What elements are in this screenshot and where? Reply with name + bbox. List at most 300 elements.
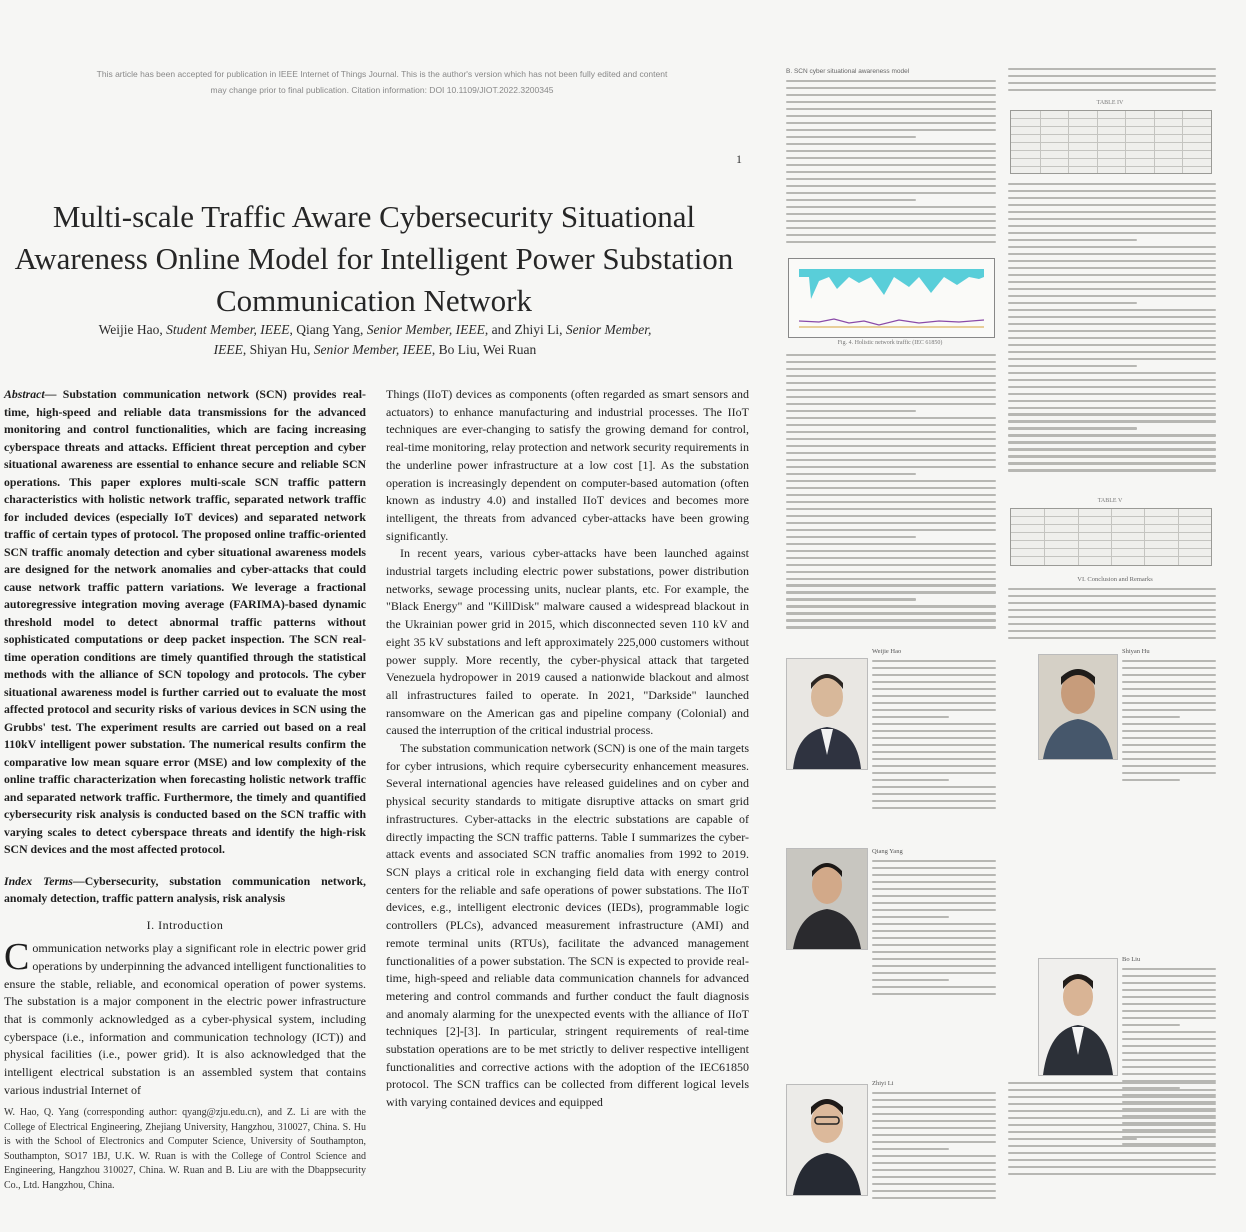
text-line bbox=[1122, 737, 1216, 739]
author-photo bbox=[786, 658, 868, 770]
text-line bbox=[786, 536, 916, 538]
text-line bbox=[1008, 337, 1216, 339]
text-line bbox=[872, 993, 996, 995]
text-line bbox=[1008, 1117, 1216, 1119]
text-line bbox=[872, 1190, 996, 1192]
text-line bbox=[786, 199, 916, 201]
text-line bbox=[872, 723, 996, 725]
text-line bbox=[786, 473, 916, 475]
text-block bbox=[1008, 183, 1216, 476]
table-row bbox=[1011, 159, 1211, 167]
text-line bbox=[786, 424, 996, 426]
text-line bbox=[1122, 667, 1216, 669]
text-line bbox=[1008, 441, 1216, 443]
text-line bbox=[1008, 1152, 1216, 1154]
text-line bbox=[1008, 260, 1216, 262]
text-line bbox=[786, 480, 996, 482]
text-line bbox=[1008, 1082, 1216, 1084]
text-line bbox=[786, 584, 996, 586]
text-line bbox=[872, 951, 996, 953]
text-line bbox=[1008, 281, 1216, 283]
text-line bbox=[872, 972, 996, 974]
author-text: , Bo Liu, Wei Ruan bbox=[431, 342, 537, 357]
text-line bbox=[872, 772, 996, 774]
portrait-icon bbox=[787, 1085, 867, 1195]
text-block bbox=[786, 80, 996, 248]
table-row bbox=[1011, 111, 1211, 119]
table-caption: TABLE V bbox=[1097, 498, 1123, 504]
text-line bbox=[872, 1141, 996, 1143]
text-line bbox=[872, 807, 996, 809]
text-line bbox=[872, 695, 996, 697]
text-line bbox=[1008, 602, 1216, 604]
text-line bbox=[1008, 1173, 1216, 1175]
text-line bbox=[1122, 1052, 1216, 1054]
text-line bbox=[872, 867, 996, 869]
text-line bbox=[1008, 89, 1216, 91]
affiliation-footnote: W. Hao, Q. Yang (corresponding author: qyang@zju.edu.cn), and Z. Li are with the College of Electrical Engineering, Zhejiang University, Hangzhou, 310027, China. S. Hu is with the School of Electronics and Computer Science, University of Southampton, Southampton, SO17 1BJ, U.K. W. Ruan is with the College of Control Science and Engineering, Hangzhou 310027, China. W. Ruan and B. Liu are with the Dbappsecurity Co., Ltd. Hangzhou, China. bbox=[4, 1107, 366, 1191]
text-line bbox=[872, 958, 996, 960]
text-line bbox=[1122, 1017, 1216, 1019]
index-terms-text: —Cybersecurity, substation communication network, anomaly detection, traffic pattern analysis, risk analysis bbox=[4, 873, 367, 905]
abstract-text: — Substation communication network (SCN) provides real-time, high-speed and reliable data transmissions for the advanced monitoring and control functionalities, which are facing increasing cyberspace threats and attacks. Efficient threat perception and cyber situational awareness are essential to enhance secure and reliable SCN operations. This paper explores multi-scale SCN traffic pattern characteristics with holistic network traffic, separated network traffic for included devices (especially IoT devices) and separated network traffic of certain types of protocol. The proposed online traffic-oriented SCN traffic anomaly detection and cyber situational awareness models are designed for the network anomalies and cyber-attacks that could cause network traffic pattern variations. We leverage a fractional autoregressive integration moving average (FARIMA)-based dynamic threshold model to detect abnormal traffic patterns without sophisticated computations or deep packet inspection. The SCN real-time operation conditions are timely quantified through the statistical methods with the alliance of SCN topology and protocols. The cyber situational awareness model is further carried out to evaluate the most affected protocol and security risks of various devices in SCN using the Grubbs' test. The experiment results are carried out based on a real 110kV intelligent power substation. The numerical results confirm the comparative low mean square error (MSE) and low complexity of the online traffic characterization when forecasting holistic network traffic and separated network traffic. Furthermore, the timely and quantified cybersecurity risk analysis is conducted based on the SCN traffic with varying scales to detect cyberspace threats and identify the high-risk SCN devices and the most affected protocol. bbox=[4, 387, 366, 856]
text-line bbox=[786, 87, 996, 89]
text-line bbox=[872, 1113, 996, 1115]
abstract bbox=[4, 386, 366, 859]
text-line bbox=[1122, 982, 1216, 984]
bio-name: Shiyan Hu bbox=[1122, 648, 1150, 655]
text-line bbox=[786, 171, 996, 173]
text-line bbox=[1122, 695, 1216, 697]
text-line bbox=[786, 403, 996, 405]
text-line bbox=[872, 909, 996, 911]
portrait-icon bbox=[787, 849, 867, 949]
text-line bbox=[872, 937, 996, 939]
text-line bbox=[872, 1169, 996, 1171]
text-line bbox=[786, 368, 996, 370]
text-line bbox=[1008, 609, 1216, 611]
text-line bbox=[1122, 1010, 1216, 1012]
text-line bbox=[872, 702, 996, 704]
table-column-rule bbox=[1040, 111, 1041, 173]
text-line bbox=[786, 234, 996, 236]
text-line bbox=[786, 108, 996, 110]
author-photo bbox=[1038, 958, 1118, 1076]
text-line bbox=[1008, 1096, 1216, 1098]
page-number: 1 bbox=[736, 152, 742, 166]
text-line bbox=[872, 944, 996, 946]
text-line bbox=[786, 192, 996, 194]
author-affil: Senior Member, bbox=[565, 322, 652, 337]
text-line bbox=[786, 619, 996, 621]
text-line bbox=[872, 888, 996, 890]
text-line bbox=[1008, 302, 1137, 304]
text-line bbox=[1008, 82, 1216, 84]
text-line bbox=[1008, 1103, 1216, 1105]
text-line bbox=[1008, 239, 1137, 241]
text-line bbox=[786, 136, 916, 138]
text-line bbox=[1008, 448, 1216, 450]
bio-name: Zhiyi Li bbox=[872, 1080, 894, 1087]
bio-text bbox=[872, 860, 996, 1000]
text-line bbox=[1008, 1110, 1216, 1112]
figure-caption: Fig. 4. Holistic network traffic (IEC 61850) bbox=[837, 340, 943, 346]
author-affil: Senior Member, IEEE bbox=[313, 342, 432, 357]
text-line bbox=[872, 1183, 996, 1185]
text-line bbox=[786, 115, 996, 117]
text-line bbox=[1008, 183, 1216, 185]
author-affil: IEEE bbox=[213, 342, 243, 357]
text-line bbox=[1008, 469, 1216, 471]
text-line bbox=[786, 598, 916, 600]
text-line bbox=[872, 800, 996, 802]
text-line bbox=[786, 241, 996, 243]
text-line bbox=[1122, 989, 1216, 991]
text-line bbox=[1008, 1089, 1216, 1091]
text-line bbox=[872, 1162, 996, 1164]
text-line bbox=[1008, 1145, 1216, 1147]
second-page bbox=[780, 58, 1220, 1208]
text-line bbox=[1122, 1003, 1216, 1005]
text-line bbox=[1122, 1031, 1216, 1033]
text-line bbox=[1008, 75, 1216, 77]
text-line bbox=[786, 213, 996, 215]
text-line bbox=[1122, 723, 1216, 725]
text-line bbox=[1008, 462, 1216, 464]
text-line bbox=[872, 881, 996, 883]
bio-text bbox=[1122, 660, 1216, 786]
author-text: , Qiang Yang, bbox=[289, 322, 367, 337]
text-line bbox=[1008, 1159, 1216, 1161]
text-line bbox=[1008, 1166, 1216, 1168]
body-paragraph: In recent years, various cyber-attacks have been launched against industrial targets including electric power substations, power distribution networks, sewage processing units, nuclear plants, etc. For example, the "Black Energy" and "KillDisk" malware caused a widespread blackout in the Ukrainian power grid in 2015, which disconnected seven 110 kV and eight 35 kV substations and left approximately 225,000 customers without power supply. More recently, the cyber-physical attack that targeted Venezuela hydropower in 2019 caused a nationwide blackout and almost all infrastructures failed to operate. In 2021, "Darkside" launched ransomware on the American gas and pipeline company (Colonial) and caused the interruption of the critical industrial process. bbox=[386, 546, 749, 738]
text-line bbox=[786, 375, 996, 377]
section-heading-introduction: I. Introduction bbox=[146, 917, 224, 932]
text-line bbox=[1122, 709, 1216, 711]
text-line bbox=[786, 494, 996, 496]
subsection-heading: B. SCN cyber situational awareness model bbox=[786, 68, 910, 75]
text-line bbox=[1008, 190, 1216, 192]
text-line bbox=[1122, 1038, 1216, 1040]
text-line bbox=[872, 860, 996, 862]
bio-name: Qiang Yang bbox=[872, 848, 903, 855]
portrait-icon bbox=[1039, 655, 1117, 759]
text-line bbox=[872, 895, 996, 897]
text-line bbox=[786, 206, 996, 208]
text-line bbox=[1008, 288, 1216, 290]
text-line bbox=[872, 923, 996, 925]
table-row bbox=[1011, 127, 1211, 135]
table-row bbox=[1011, 119, 1211, 127]
author-photo bbox=[786, 1084, 868, 1196]
text-line bbox=[1122, 660, 1216, 662]
text-line bbox=[786, 501, 996, 503]
text-line bbox=[872, 660, 996, 662]
text-line bbox=[1008, 455, 1216, 457]
table-column-rule bbox=[1068, 111, 1069, 173]
traffic-area bbox=[799, 269, 984, 299]
text-line bbox=[1008, 253, 1216, 255]
text-line bbox=[786, 101, 996, 103]
text-line bbox=[1008, 344, 1216, 346]
text-line bbox=[1008, 204, 1216, 206]
bio-name: Weijie Hao bbox=[872, 648, 902, 655]
table-caption: TABLE IV bbox=[1096, 100, 1124, 106]
bio-text bbox=[872, 1092, 996, 1204]
text-line bbox=[872, 965, 996, 967]
text-line bbox=[786, 571, 996, 573]
table-column-rule bbox=[1178, 509, 1179, 565]
text-line bbox=[1008, 427, 1137, 429]
text-line bbox=[1122, 688, 1216, 690]
text-line bbox=[1008, 379, 1216, 381]
text-line bbox=[786, 612, 996, 614]
text-line bbox=[1008, 211, 1216, 213]
text-line bbox=[1122, 1024, 1180, 1026]
text-line bbox=[1122, 751, 1216, 753]
text-line bbox=[1008, 400, 1216, 402]
text-line bbox=[1008, 1131, 1216, 1133]
text-line bbox=[872, 874, 996, 876]
table-row bbox=[1011, 135, 1211, 143]
text-line bbox=[1008, 68, 1216, 70]
bio-text bbox=[872, 660, 996, 814]
text-line bbox=[872, 765, 996, 767]
abstract-label: Abstract bbox=[4, 387, 45, 401]
table-column-rule bbox=[1182, 111, 1183, 173]
table-column-rule bbox=[1144, 509, 1145, 565]
text-line bbox=[1008, 1124, 1216, 1126]
text-line bbox=[786, 591, 996, 593]
text-line bbox=[872, 979, 949, 981]
text-line bbox=[1008, 267, 1216, 269]
drop-cap: C bbox=[4, 936, 30, 979]
text-line bbox=[1008, 358, 1216, 360]
text-line bbox=[1008, 246, 1216, 248]
text-line bbox=[1008, 595, 1216, 597]
text-line bbox=[786, 150, 996, 152]
text-line bbox=[872, 758, 996, 760]
text-line bbox=[872, 1099, 996, 1101]
text-line bbox=[786, 129, 996, 131]
text-line bbox=[1008, 434, 1216, 436]
text-line bbox=[1008, 295, 1216, 297]
author-affil: Student Member, IEEE bbox=[166, 322, 290, 337]
text-line bbox=[1008, 274, 1216, 276]
text-line bbox=[872, 779, 949, 781]
text-line bbox=[786, 487, 996, 489]
text-line bbox=[786, 605, 996, 607]
text-line bbox=[1122, 681, 1216, 683]
text-line bbox=[786, 164, 996, 166]
text-line bbox=[1008, 1138, 1137, 1140]
author-photo bbox=[786, 848, 868, 950]
text-line bbox=[872, 793, 996, 795]
text-line bbox=[872, 688, 996, 690]
text-line bbox=[872, 730, 996, 732]
text-line bbox=[872, 674, 996, 676]
text-line bbox=[872, 709, 996, 711]
text-line bbox=[1008, 616, 1216, 618]
text-line bbox=[872, 667, 996, 669]
text-line bbox=[786, 80, 996, 82]
text-line bbox=[872, 1120, 996, 1122]
text-line bbox=[1122, 1066, 1216, 1068]
text-line bbox=[872, 1197, 996, 1199]
text-line bbox=[786, 564, 996, 566]
table-column-rule bbox=[1111, 509, 1112, 565]
author-text: , and Zhiyi Li, bbox=[484, 322, 566, 337]
data-table bbox=[1010, 110, 1212, 174]
table-column-rule bbox=[1154, 111, 1155, 173]
text-block bbox=[786, 354, 996, 633]
text-line bbox=[786, 557, 996, 559]
text-line bbox=[786, 410, 916, 412]
text-line bbox=[786, 466, 996, 468]
text-line bbox=[872, 930, 996, 932]
table-column-rule bbox=[1078, 509, 1079, 565]
text-line bbox=[872, 1106, 996, 1108]
publication-notice: This article has been accepted for publication in IEEE Internet of Things Journal. This is the author's version which has not been fully edited and content may change prior to final publication. Citation information: DOI 10.1109/JIOT.2022.3200345 bbox=[96, 69, 668, 95]
text-line bbox=[786, 508, 996, 510]
text-line bbox=[872, 751, 996, 753]
text-block bbox=[1008, 68, 1216, 96]
text-line bbox=[1008, 225, 1216, 227]
text-line bbox=[872, 744, 996, 746]
text-line bbox=[1008, 630, 1216, 632]
text-line bbox=[786, 396, 996, 398]
text-line bbox=[1122, 1073, 1216, 1075]
text-line bbox=[1122, 772, 1216, 774]
author-photo bbox=[1038, 654, 1118, 760]
text-line bbox=[1008, 637, 1216, 639]
traffic-figure bbox=[788, 258, 995, 338]
text-line bbox=[786, 452, 996, 454]
text-line bbox=[786, 445, 996, 447]
data-table bbox=[1010, 508, 1212, 566]
portrait-icon bbox=[787, 659, 867, 769]
text-line bbox=[872, 1092, 996, 1094]
author-text: , Shiyan Hu, bbox=[242, 342, 314, 357]
text-line bbox=[1122, 968, 1216, 970]
text-line bbox=[786, 94, 996, 96]
table-column-rule bbox=[1044, 509, 1045, 565]
text-line bbox=[786, 515, 996, 517]
text-line bbox=[1122, 765, 1216, 767]
text-line bbox=[1122, 758, 1216, 760]
text-line bbox=[872, 716, 949, 718]
text-line bbox=[872, 681, 996, 683]
text-line bbox=[1008, 588, 1216, 590]
text-line bbox=[786, 578, 996, 580]
text-line bbox=[872, 737, 996, 739]
text-line bbox=[786, 220, 996, 222]
text-line bbox=[786, 382, 996, 384]
body-paragraph: Things (IIoT) devices as components (often regarded as smart sensors and actuators) to enhance manufacturing and industrial processes. The IIoT techniques are ever-changing to satisfy the growing demand for control, real-time monitoring, relay protection and network security requirements in the underline power infrastructure at a low cost [1]. As the substation operation is increasingly dependent on computer-based automation (often known as industry 4.0) and installed IIoT devices and becomes more intelligent, the threats from advanced cyber-attacks have been growing significantly. bbox=[386, 387, 749, 543]
text-line bbox=[1122, 702, 1216, 704]
index-terms-label: Index Terms bbox=[4, 873, 73, 888]
text-line bbox=[786, 122, 996, 124]
text-line bbox=[1008, 218, 1216, 220]
text-line bbox=[786, 185, 996, 187]
index-terms bbox=[4, 873, 366, 907]
table-row bbox=[1011, 143, 1211, 151]
text-line bbox=[872, 1176, 996, 1178]
text-line bbox=[786, 157, 996, 159]
text-line bbox=[1008, 372, 1216, 374]
text-line bbox=[1008, 323, 1216, 325]
text-line bbox=[786, 626, 996, 628]
paper-title: Multi-scale Traffic Aware Cybersecurity Situational Awareness Online Model for Intelligent Power Substation Communication Network bbox=[14, 199, 734, 318]
traffic-chart-svg bbox=[789, 259, 994, 337]
text-line bbox=[1008, 420, 1216, 422]
text-line bbox=[1008, 197, 1216, 199]
text-line bbox=[872, 1148, 949, 1150]
text-line bbox=[1122, 730, 1216, 732]
text-line bbox=[786, 431, 996, 433]
bio-text bbox=[1008, 1082, 1216, 1180]
text-line bbox=[1008, 351, 1216, 353]
text-line bbox=[1122, 779, 1180, 781]
section-heading-conclusion: VI. Conclusion and Remarks bbox=[1077, 576, 1153, 583]
text-line bbox=[1008, 393, 1216, 395]
text-line bbox=[1008, 330, 1216, 332]
text-line bbox=[1122, 744, 1216, 746]
text-line bbox=[1008, 232, 1216, 234]
text-line bbox=[786, 417, 996, 419]
text-line bbox=[786, 178, 996, 180]
text-line bbox=[1008, 365, 1137, 367]
text-line bbox=[786, 361, 996, 363]
portrait-icon bbox=[1039, 959, 1117, 1075]
text-line bbox=[786, 389, 996, 391]
text-line bbox=[872, 786, 996, 788]
author-text: Weijie Hao, bbox=[98, 322, 167, 337]
author-list bbox=[40, 320, 710, 360]
right-column bbox=[386, 386, 749, 1112]
text-line bbox=[786, 438, 996, 440]
text-line bbox=[872, 902, 996, 904]
text-line bbox=[786, 550, 996, 552]
text-line bbox=[1008, 623, 1216, 625]
table-column-rule bbox=[1097, 111, 1098, 173]
text-line bbox=[1122, 996, 1216, 998]
text-line bbox=[872, 1127, 996, 1129]
text-line bbox=[872, 1134, 996, 1136]
text-line bbox=[786, 459, 996, 461]
text-line bbox=[1008, 386, 1216, 388]
text-line bbox=[1008, 309, 1216, 311]
text-line bbox=[1122, 1045, 1216, 1047]
text-line bbox=[872, 916, 949, 918]
text-line bbox=[786, 529, 996, 531]
left-column bbox=[4, 386, 366, 1100]
text-line bbox=[1008, 413, 1216, 415]
table-column-rule bbox=[1125, 111, 1126, 173]
author-affil: Senior Member, IEEE bbox=[366, 322, 485, 337]
text-line bbox=[786, 354, 996, 356]
text-line bbox=[1122, 674, 1216, 676]
text-line bbox=[1008, 316, 1216, 318]
traffic-line bbox=[799, 319, 984, 325]
text-line bbox=[1008, 407, 1216, 409]
bio-name: Bo Liu bbox=[1122, 956, 1141, 963]
text-line bbox=[786, 522, 996, 524]
text-line bbox=[786, 227, 996, 229]
text-line bbox=[1122, 975, 1216, 977]
text-line bbox=[1122, 716, 1180, 718]
text-line bbox=[872, 986, 996, 988]
